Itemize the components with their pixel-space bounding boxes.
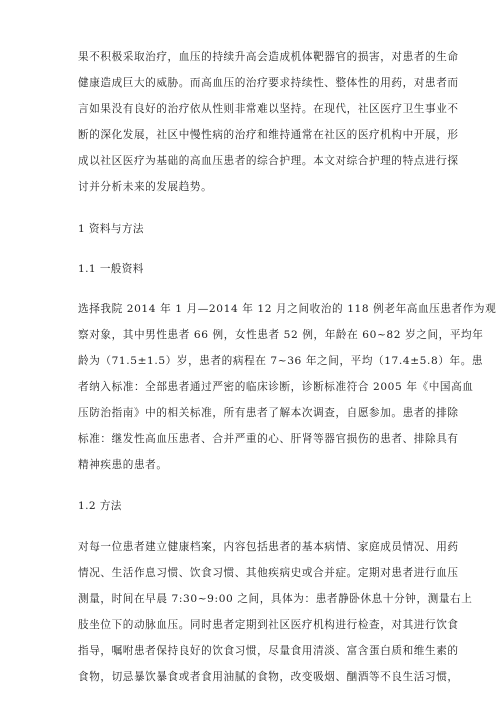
text-line: 食物，切忌暴饮暴食或者食用油腻的食物，改变吸烟、酗酒等不良生活习惯， (78, 670, 459, 683)
methods-paragraph (78, 534, 473, 691)
text-line: 断的深化发展，社区中慢性病的治疗和维持通常在社区的医疗机构中开展，形 (78, 129, 459, 142)
text-line: 成以社区医疗为基础的高血压患者的综合护理。本文对综合护理的特点进行探 (78, 155, 459, 168)
document-body (78, 44, 497, 690)
text-line: 标准：继发性高血压患者、合并严重的心、肝肾等器官损伤的患者、排除具有 (78, 433, 459, 446)
text-line: 察对象，其中男性患者 66 例，女性患者 52 例，年龄在 60~82 岁之间，平均年 (78, 328, 484, 341)
text-line: 肢坐位下的动脉血压。同时患者定期到社区医疗机构进行检查，对其进行饮食 (78, 618, 459, 631)
text-line: 测量，时间在早晨 7:30~9:00 之间，具体为：患者静卧休息十分钟，测量右上 (78, 592, 473, 605)
intro-paragraph (78, 44, 459, 201)
section-heading-1-1: 1.1 一般资料 (78, 262, 144, 275)
text-line: 者纳入标准：全部患者通过严密的临床诊断，诊断标准符合 2005 年《中国高血 (78, 381, 474, 394)
text-line: 选择我院 2014 年 1 月—2014 年 12 月之间收治的 118 例老年高血压患者作为观 (78, 302, 497, 315)
text-line: 果不积极采取治疗，血压的持续升高会造成机体靶器官的损害，对患者的生命 (78, 51, 459, 63)
text-line: 言如果没有良好的治疗依从性则非常难以坚持。在现代，社区医疗卫生事业不 (78, 103, 459, 116)
text-line: 对每一位患者建立健康档案，内容包括患者的基本病情、家庭成员情况、用药 (78, 540, 459, 553)
section-heading-1-2: 1.2 方法 (78, 500, 122, 513)
section-heading-1: 1 资料与方法 (78, 222, 144, 235)
general-data-paragraph (78, 296, 497, 479)
text-line: 讨并分析未来的发展趋势。 (78, 181, 213, 194)
text-line: 精神疾患的患者。 (78, 459, 168, 472)
text-line: 压防治指南》中的相关标准，所有患者了解本次调查，自愿参加。患者的排除 (78, 407, 459, 420)
text-line: 指导，嘱咐患者保持良好的饮食习惯，尽量食用清淡、富含蛋白质和维生素的 (78, 644, 459, 657)
text-line: 龄为（71.5±1.5）岁，患者的病程在 7~36 年之间，平均（17.4±5.8）年。患 (78, 354, 484, 367)
text-line: 健康造成巨大的威胁。而高血压的治疗要求持续性、整体性的用药，对患者而 (78, 77, 459, 90)
text-line: 情况、生活作息习惯、饮食习惯、其他疾病史或合并症。定期对患者进行血压 (78, 566, 459, 579)
